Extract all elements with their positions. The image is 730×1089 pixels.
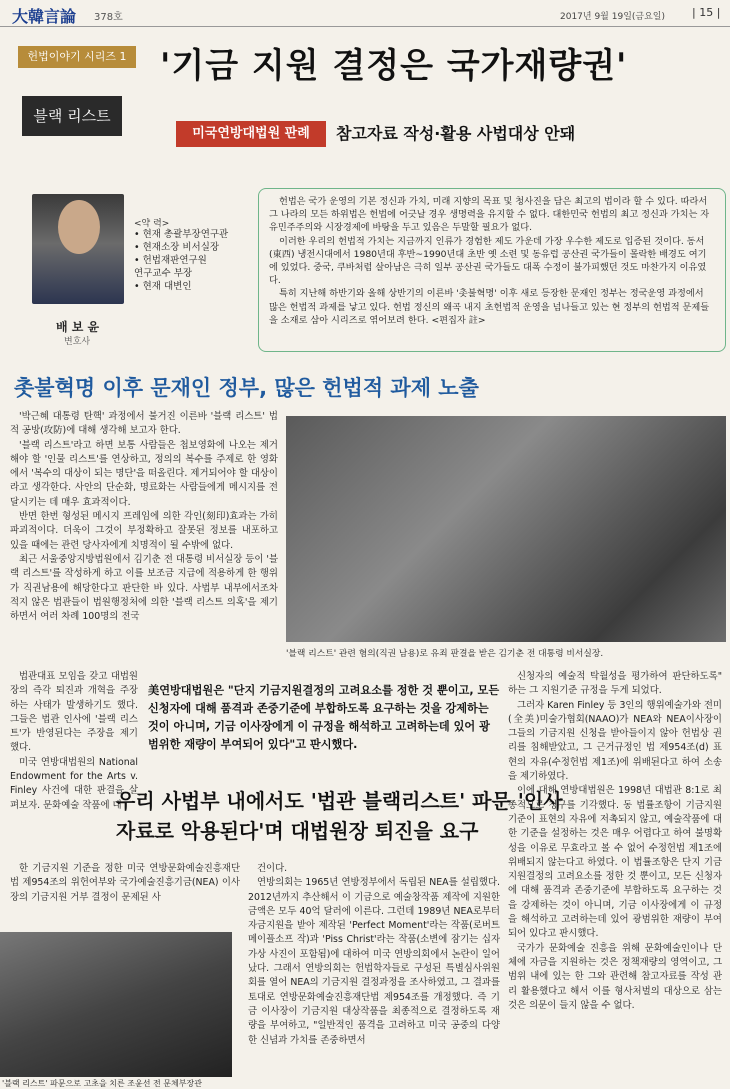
career-item: • 현재소장 비서실장 [134, 242, 220, 253]
subtitle: 참고자료 작성·활용 사법대상 안돼 [336, 124, 576, 143]
column-1a [10, 410, 278, 668]
career-item: • 현재 총괄부장연구관 [134, 229, 229, 240]
issue-date: 2017년 9월 19일(금요일) [560, 12, 665, 22]
paragraph: 반면 한번 형성된 메시지 프레임에 의한 각인(刻印)효과는 가히 파괴적이다. 더욱이 그것이 부정확하고 잘못된 정보를 내포하고 있을 때에는 관련 당사자에게 치명적이 될 수밖에 없다. [10, 511, 278, 551]
career-item: 연구교수 부장 [134, 268, 193, 279]
photo-caption: '블랙 리스트' 관련 혐의(직권 남용)로 유죄 판결을 받은 김기춘 전 대통령 비서실장. [286, 649, 604, 659]
paragraph: 신청자의 예술적 탁월성을 평가하여 판단하도록" 하는 그 지원기준 규정을 두게 되었다. [508, 671, 722, 697]
pull-quote: 美연방대법원은 "단지 기금지원결정의 고려요소를 정한 것 뿐이고, 모든 신청자에 대해 품격과 존중기준에 부합하도록 요구하는 것을 강제하는 것이 아니며, 기금 이사장에게 이 규정을 해석하고 고려하는데 있어 광범위한 재량이 부여되어 있다"고 판시했다. [148, 684, 500, 751]
paragraph: 미국 연방대법원의 National Endowment for the Arts v. Finley 사건에 대한 판결을 살펴보자. 문화예술 작품에 대 [10, 756, 138, 811]
paragraph: 그러자 Karen Finley 등 3인의 행위예술가와 전미(全美)미술가협회(NAAO)가 NEA와 NEA이사장이 그들의 기금지원 신청을 받아들이지 않아 헌법상 권리를 침해받았고, 그 근거규정인 법 제954조(d) 표현의 자유(수정헌법 제1조)에 위배된다고 하여 소송을 제기하였다. [508, 699, 722, 783]
second-headline: 우리 사법부 내에서도 '법관 블랙리스트' 파문 '인사 자료로 악용된다'며 대법원장 퇴진을 요구 [116, 789, 563, 843]
photo-kim-kichoon [286, 416, 726, 642]
author-face [58, 200, 100, 254]
intro-paragraph: 특히 지난해 하반기와 올해 상반기의 이른바 '촛불혁명' 이후 새로 등장한 문재인 정부는 정국운영 과정에서 많은 헌법적 과제를 낳고 있다. 헌법 정신의 왜곡 내지 초헌법적 운영을 넘나들고 있는 현 정부의 헌법적 문제들을 소재로 삼아 시리즈로 엮어보려 한다. <편집자 註> [269, 288, 710, 326]
paragraph: 최근 서울중앙지방법원에서 김기춘 전 대통령 비서실장 등이 '블랙 리스트'를 작성하게 하고 이를 보조금 지급에 적용하게 한 행위가 직권남용에 해당한다고 판단한 바 있다. 사법부 내부에서조차 적지 않은 법관들이 법원행정처에 의한 '블랙 리스트 의혹'을 제기하면서 여러 차례 100명의 전국 [10, 553, 278, 623]
photo-caption: '블랙 리스트' 파문으로 고초을 치른 조윤선 전 문체부장관 [2, 1079, 202, 1088]
paragraph: '블랙 리스트'라고 하면 보통 사람들은 첩보영화에 나오는 제거해야 할 '인물 리스트'를 연상하고, 정의의 복수를 주제로 한 영화에서 '복수의 대상이 되는 명단'을 떠올린다. 제거되어야 할 대상이라고 생각한다. 사안의 단순화, 명료화는 사람들에게 메시지를 전달시키는 데 매우 효과적이다. [10, 439, 278, 508]
column-right [508, 670, 722, 1086]
career-label: <약 력> [134, 219, 170, 229]
paragraph: 법관대표 모임을 갖고 대법원장의 즉각 퇴진과 개혁을 주장하는 사태가 발생하기도 했다. 그들은 법관 인사에 '블랙 리스트'가 반영된다는 주장을 제기했다. [10, 671, 138, 754]
photo-cho-yoonsun [0, 932, 232, 1077]
author-role: 변호사 [64, 337, 91, 347]
paragraph: 국가가 문화예술 진흥을 위해 문화예술인이나 단체에 자금을 지원하는 것은 정책재량의 영역이고, 그 범위 내에 있는 한 그와 관련해 참고자료를 작성 관리 활용했다고 해서 이를 형사처벌의 대상으로 삼는 것은 의문이 들지 않을 수 없다. [508, 942, 722, 1011]
main-title: '기금 지원 결정은 국가재량권' [160, 46, 628, 86]
career-item: • 헌법재판연구원 [134, 255, 207, 266]
paragraph: 한 기금지원 기준을 정한 미국 연방문화예술진흥재단법 제954조의 위헌여부와 국가예술진흥기금(NEA) 이사장의 기금지원 거부 결정이 문제된 사 [10, 863, 240, 903]
page-number: | 15 | [692, 6, 721, 19]
newspaper-logo: 大韓言論 [12, 7, 77, 26]
career-list [134, 228, 228, 293]
section-headline: 촛불혁명 이후 문재인 정부, 많은 헌법적 과제 노출 [14, 376, 479, 400]
column-mid-bottom [248, 862, 500, 1086]
career-item: • 현재 대변인 [134, 281, 192, 292]
paragraph: '박근혜 대통령 탄핵' 과정에서 불거진 이른바 '블랙 리스트' 법적 공방(攻防)에 대해 생각해 보고자 한다. [10, 411, 278, 437]
series-tag: 헌법이야기 시리즈 1 [18, 46, 136, 68]
author-name: 배 보 윤 [56, 320, 100, 334]
intro-paragraph: 이러한 우리의 헌법적 가치는 지금까지 인류가 경험한 제도 가운데 가장 우수한 제도로 입증된 것이다. 동서(東西) 냉전시대에서 1980년대 후반~1990년대 초반 옛 소련 및 동유럽 공산권 국가들이 몰락한 배경도 여기에 있었다. 중국, 쿠바처럼 살아남은 극히 일부 공산권 국가들도 대폭 수정이 불가피했던 것도 마찬가지 이유였다. [269, 235, 707, 287]
column-left-bottom [10, 862, 240, 924]
blacklist-box: 블랙 리스트 [22, 96, 122, 136]
paragraph: 연방의회는 1965년 연방정부에서 독립된 NEA를 설립했다. 2012년까지 추산해서 이 기금으로 예술창작품 제작에 지원한 금액은 모두 40억 달러에 이른다. 그런데 1989년 NEA로부터 자금지원을 받아 제작된 'Perfect Moment'라는 작품(로버트 메이플소프 작)과 'Piss Christ'라는 작품(소변에 잠기는 십자가상 사진이 포함됨)에 대하여 미국 연방의회에서 논란이 일어났다. 그래서 연방의회는 헌법학자들로 구성된 특별심사위원회를 열어 NEA의 기금지원 결정과정을 조사하였고, 그 결과를 토대로 연방문화예술진흥재단법 제954조를 개정했다. 즉 기금 이사장이 기금지원 대상작품을 최종적으로 결정하도록 재량을 부여하고, "일반적인 품격을 고려하고 미국 공중의 다양한 신념과 가치를 존중하면서 [248, 877, 500, 1046]
issue-number: 378호 [94, 12, 123, 23]
case-tag: 미국연방대법원 판례 [176, 121, 326, 147]
editor-intro-box [258, 188, 726, 352]
intro-paragraph: 헌법은 국가 운영의 기본 정신과 가치, 미래 지향의 목표 및 청사진을 담은 최고의 법이라 할 수 있다. 따라서 그 나라의 모든 하위법은 헌법에 어긋날 경우 생명력을 유지할 수 없다. 대한민국 헌법의 최고 정신과 가치는 자유민주주의와 시장경제에 바탕을 두고 있음은 두말할 필요가 없다. [269, 196, 710, 234]
paragraph: 이에 대해 연방대법원은 1998년 대법관 8:1로 최종적으로 청구를 기각했다. 동 법률조항이 기금지원기준이 표현의 자유에 저촉되지 않고, 예술작품에 대한 기준을 설정하는 것은 매우 어렵다고 하여 불명확성을 이유로 무효라고 볼 수 없어 수정헌법 제1조에 위배되지 않는다고 하였다. 이 법률조항은 단지 기금지원결정의 고려요소를 정한 것 뿐이고, 모든 신청자에 대해 품격과 존중기준에 부합하도록 요구하는 것을 강제하는 것이 아니며, 기금 이사장에게 이 규정을 해석하고 고려하는데 있어 광범위한 재량이 부여되어 있다고 판시했다. [508, 785, 722, 940]
paragraph: 건이다. [257, 863, 288, 874]
